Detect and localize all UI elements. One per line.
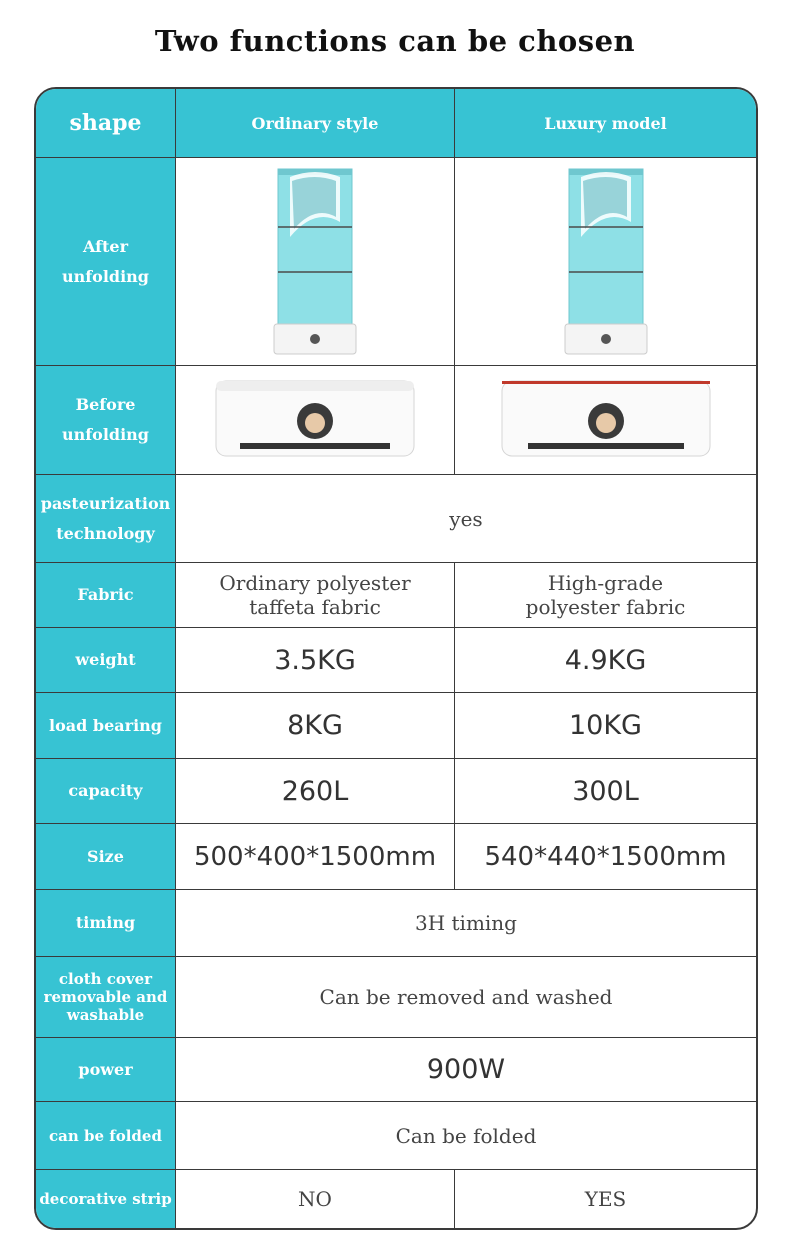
row-label: can be folded [36,1102,176,1169]
ordinary-unfolded-image [176,158,455,365]
row-label: Size [36,824,176,889]
table-row-before-unfolding [36,366,756,475]
header-col-luxury: Luxury model [455,89,756,157]
table-row-power [36,1038,756,1102]
luxury-unfolded-image [455,158,756,365]
ordinary-folded-image [176,366,455,474]
row-label: Fabric [36,563,176,627]
table-row-capacity [36,759,756,824]
comparison-table [34,87,758,1230]
table-row-after-unfolding [36,158,756,366]
row-value-luxury: 540*440*1500mm [484,841,727,872]
row-value-luxury: 4.9KG [564,644,647,676]
row-value-ordinary: 260L [176,759,455,823]
row-label: pasteurization technology [36,475,176,562]
row-value: Can be removed and washed [319,985,613,1009]
row-label: Before unfolding [36,366,176,474]
table-row-load-bearing [36,693,756,759]
row-value-luxury: 10KG [569,710,642,741]
table-header-row [36,89,756,158]
table-row-size [36,824,756,890]
row-value-luxury: YES [584,1187,627,1211]
table-row-decorative-strip [36,1170,756,1228]
row-label: weight [36,628,176,692]
luxury-folded-image [455,366,756,474]
table-row-pasteurization [36,475,756,563]
page-title: Two functions can be chosen [154,24,636,58]
row-value-ordinary: Ordinary polyester taffeta fabric [176,563,455,627]
table-row-can-be-folded [36,1102,756,1170]
row-value-ordinary: 3.5KG [176,628,455,692]
header-label: shape [36,89,176,157]
row-label: capacity [36,759,176,823]
table-row-fabric [36,563,756,628]
table-row-cloth-cover [36,957,756,1038]
row-value-luxury: 300L [572,775,639,807]
table-row-weight [36,628,756,693]
row-label: decorative strip [36,1170,176,1228]
row-value: 900W [426,1054,506,1085]
row-value: 3H timing [414,911,517,935]
row-label: cloth cover removable and washable [36,957,176,1037]
row-value: yes [449,506,483,531]
row-label: power [36,1038,176,1101]
row-value-ordinary: 500*400*1500mm [176,824,455,889]
row-value-luxury: High-grade polyester fabric [525,571,686,619]
table-row-timing [36,890,756,957]
row-label: load bearing [36,693,176,758]
row-label: After unfolding [36,158,176,365]
row-value-ordinary: NO [176,1170,455,1228]
row-value: Can be folded [395,1123,537,1148]
header-col-ordinary: Ordinary style [176,89,455,157]
row-label: timing [36,890,176,956]
row-value-ordinary: 8KG [176,693,455,758]
